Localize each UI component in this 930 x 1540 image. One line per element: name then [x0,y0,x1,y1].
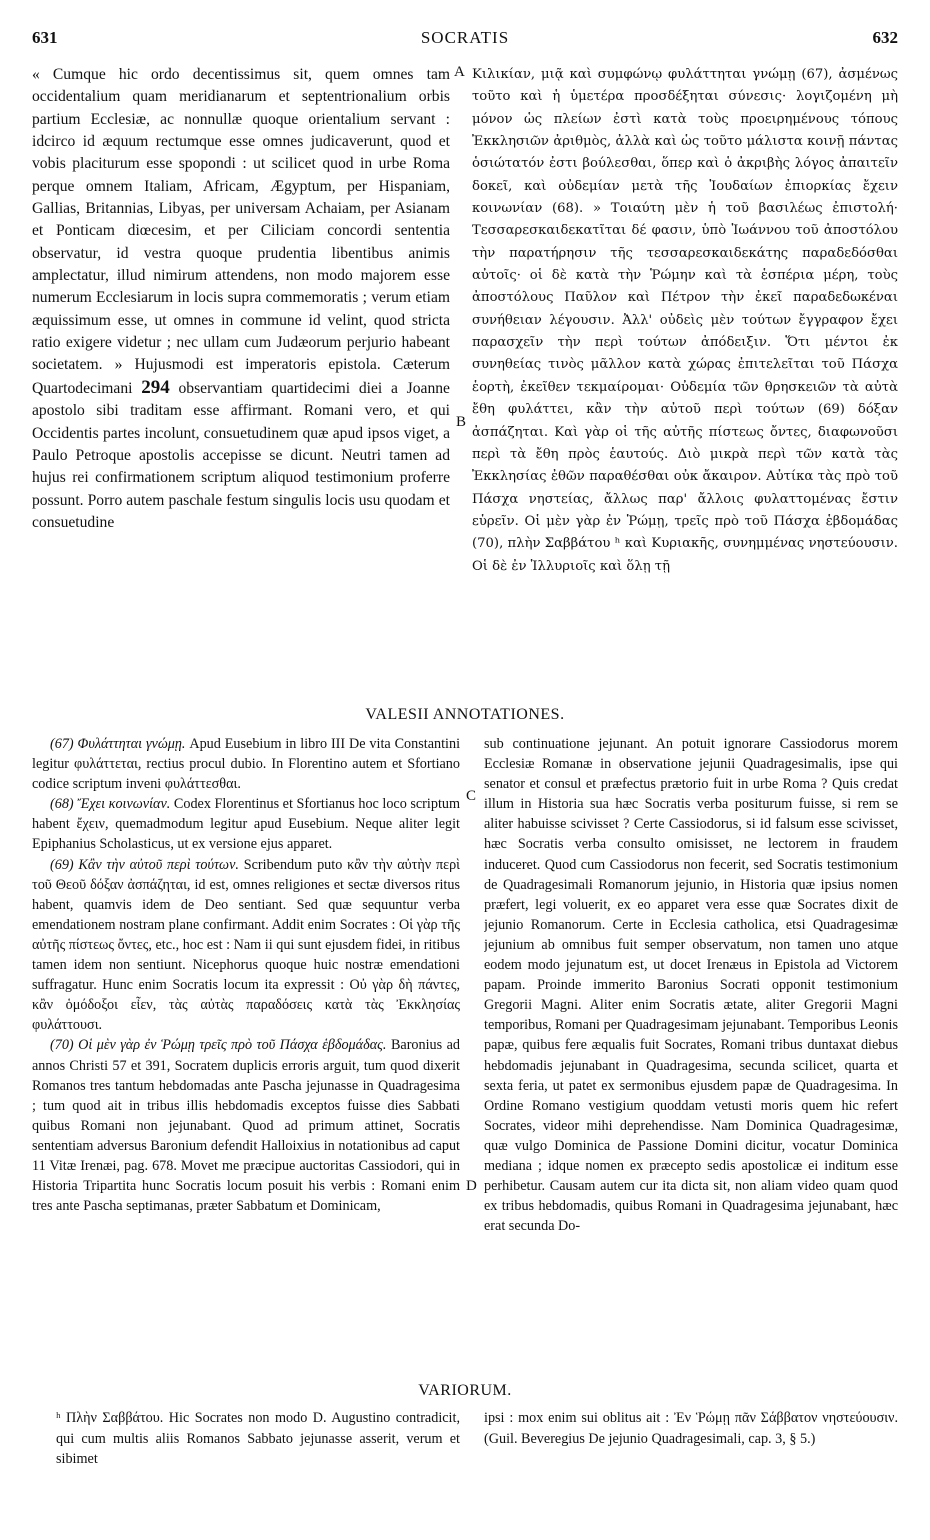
annotation-continued-text: sub continuatione jejunant. An potuit ignorare Cassiodorus morem Ecclesiæ Romanæ in observatione jejunii Quadragesimalis, ipse qui senator et consul et præfectus prætorio fuit in urbe Roma ? Quis credat illum in Historia sua hæc Socratis verba positurum fuisse, si rem se aliter habuisse scivisset ? Certe Cassiodorus, si id falsum esse scivisset, hæc Socratis verba consulto omisisset, ne lectorem in fraudem induceret. Quod cum Cassiodorus non fecerit, sed Socratis testimonium de Quadragesimali Romanorum jejunio, in Historia quæ ipsius nomen præfert, legi voluerit, ex eo apparet vera esse quæ Socrates dixit de jejunio Romanorum. Certe in Ecclesia catholica, etsi Quadragesimæ jejunium ab omnibus fuit semper observatum, non tamen uno atque eodem modo jejunatum est, ut docet Irenæus in Epistola ad Victorem papam. Proinde immerito Baronius Socrati opponit testimonium Gregorii Magni. Aliter enim Socratis ætate, aliter Gregorii Magni temporibus, Romani per Quadragesimam jejunabant. Temporibus Leonis papæ, quibus fere æqualis fuit Socrates, Romani tribus duntaxat diebus hebdomadis jejunabant in Quadragesima, secunda scilicet, quarta et sexta feria, ut patet ex sermonibus ejusdem papæ de Quadragesima. In Ordine Romano vestigium quoddam vetusti moris quem hic refert Socrates, videor mihi deprehendisse. Nam Dominica Quadragesimæ, quæ vulgo Dominica de Passione Domini dicitur, vocatur Dominica mediana ; idque nomen ex præcepto sedis apostolicæ ei inditum esse perhibetur. Causam autem cur ita dicta sit, non aliam video quam quod ex tribus hebdomadis, quibus Romani in Quadragesima jejunabant, hæc erat secunda Do- [484,736,898,1235]
annotation-note [32,734,460,794]
page-number-right: 632 [872,28,898,47]
annotation-text: Scribendum puto κἂν τὴν αὐτὴν περὶ τοῦ Θεοῦ δόξαν ἀσπάζηται, id est, omnes religiones et sectæ diversos ritus habent, quamvis idem de Deo sentiant. Sed quæ sequuntur verba emendationem nostram plane confirmant. Addit enim Socrates : Οἱ γὰρ τῆς αὐτῆς πίστεως ὄντες, etc., hoc est : Nam ii qui sunt ejusdem fidei, in ritibus tamen idem non sentiunt. Nicephorus quoque huic nostræ emendationi suffragatur. Hunc enim Socratis locum ita expressit : Οὐ γὰρ δὴ πάντες, κἂν ὁμόδοξοι εἶεν, τὰς αὐτὰς παραδόσεις κατὰ τὰς Ἐκκλησίας φυλάττουσι. [32,856,460,1034]
margin-marker-c: C [466,788,477,804]
annotation-note [32,794,460,854]
greek-column [472,64,898,684]
greek-text: Κιλικίαν, μιᾷ καὶ συμφώνῳ φυλάττηται γνώμῃ (67), ἀσμένως τοῦτο καὶ ἡ ὑμετέρα προσδέξηται σύνεσις· λογιζομένη μὴ μόνον ὡς πλείων ἐστὶ κατὰ τοὺς προειρημένους τόπους Ἐκκλησιῶν ἀριθμὸς, ἀλλὰ καὶ ὡς τοῦτο μάλιστα κοινῇ πάντας ὁσιώτατόν ἐστι βούλεσθαι, ὅπερ καὶ ὁ ἀκριβὴς λόγος ἀπαιτεῖν δοκεῖ, καὶ οὐδεμίαν μετὰ τῆς Ἰουδαίων ἐπιορκίας ἔχειν κοινωνίαν (68). » Τοιαύτη μὲν ἡ τοῦ βασιλέως ἐπιστολή· Τεσσαρεσκαιδεκατῖται δέ φασιν, ὑπὸ Ἰωάννου τοῦ ἀποστόλου τὴν παρατήρησιν τῆς τεσσαρεσκαιδεκάτης παραδεδόσθαι αὐτοῖς· οἱ δὲ κατὰ τὴν Ῥώμην καὶ τὰ ἑσπέρια μέρη, τοὺς ἀποστόλους Παῦλον καὶ Πέτρον τὴν ἐκεῖ παραδεδωκέναι συνήθειαν λέγουσιν. Ἀλλ' οὐδεὶς μὲν τούτων ἔγγραφον ἔχει παρασχεῖν τὴν περὶ τούτων ἀπόδειξιν. Ὅτι μέντοι ἐκ συνηθείας τινὸς μᾶλλον κατὰ χώρας ἐπιτελεῖται τοῦ Πάσχα ἑορτὴ, ἐκεῖθεν τεκμαίρομαι· Οὐδεμία τῶν θρησκειῶν τὰ αὐτὰ ἔθη φυλάττει, κἂν τὴν αὐτοῦ περὶ τούτων (69) δόξαν ἀσπάζηται. Καὶ γὰρ οἱ τῆς αὐτῆς πίστεως ὄντες, διαφωνοῦσι περὶ τὰ ἔθη πρὸς ἑαυτούς. Διὸ μικρὰ περὶ τῶν κατὰ τὰς Ἐκκλησίας ἐθῶν παραθέσθαι οὐκ ἄκαιρον. Αὐτίκα τὰς πρὸ τοῦ Πάσχα νηστείας, ἄλλως παρ' ἄλλοις φυλαττομένας ἔστιν εὑρεῖν. Οἱ μὲν γὰρ ἐν Ῥώμῃ, τρεῖς πρὸ τοῦ Πάσχα ἑβδομάδας (70), πλὴν Σαββάτου ʰ καὶ Κυριακῆς, συνημμένας νηστεύουσιν. Οἱ δὲ ἐν Ἰλλυριοῖς καὶ ὅλῃ τῇ [472,67,898,574]
page-header [32,28,898,54]
variorum-left-column [56,1408,460,1478]
annotations-title: VALESII ANNOTATIONES. [365,706,565,723]
annotations-right-column [484,734,898,1374]
page-number-left: 631 [32,28,58,47]
variorum-note-continued: ipsi : mox enim sui oblitus ait : Ἐν Ῥώμῃ πᾶν Σάββατον νηστεύουσιν. (Guil. Beveregius De jejunio Quadragesimali, cap. 3, § 5.) [484,1410,898,1447]
running-title: SOCRATIS [420,28,510,47]
annotation-lead: (69) Κἂν τὴν αὐτοῦ περὶ τούτων. [50,856,239,873]
variorum-right-column [484,1408,898,1478]
variorum-note: ʰ Πλὴν Σαββάτου. Hic Socrates non modo D. Augustino contradicit, qui cum multis aliis Romanos Sabbato jejunasse asserit, verum et sibimet [56,1410,460,1467]
latin-column [32,64,450,684]
page-marker-number: 294 [141,376,170,398]
annotations-left-column [32,734,460,1374]
margin-marker-a: A [454,64,465,80]
annotation-text: Codex Florentinus et Sfortianus hoc loco scriptum habent ἔχειν, quemadmodum legitur apud Eusebium. Neque aliter legit Epiphanius Scholasticus, ut ex versione ejus apparet. [32,796,460,853]
annotation-note [32,855,460,1036]
variorum-title: VARIORUM. [418,1382,512,1399]
latin-text: « Cumque hic ordo decentissimus sit, quem omnes tam occidentalium quam meridianarum et septentrionalium orbis partium Ecclesiæ, ac nonnullæ quoque orientalium servant : idcirco id æquum rectumque esse omnes judicaverunt, quod et vobis placiturum esse spopondi : ut scilicet quod in urbe Roma perque omnem Italiam, Africam, Ægyptum, per Hispaniam, Gallias, Britannias, Libyas, per universam Achaiam, per Asianam et Ponticam diœcesim, et per Ciliciam concordi sententia observatur, id vestra quoque prudentia libentibus animis amplectatur, illud nimirum attendens, non modo majorem esse numerum Ecclesiarum in locis supra commemoratis ; verum etiam æquissimum esse, ut omnes in commune id velint, quod stricta ratio exigere videtur ; nec ullam cum Judæorum perjurio habeant societatem. » Hujusmodi est imperatoris epistola. Cæterum Quartodecimani [32,66,450,397]
annotation-text: Baronius ad annos Christi 57 et 391, Socratem duplicis erroris arguit, tum quod dixerit Romanos tres tantum hebdomadas ante Pascha jejunasse in Quadragesima ; tum quod ait in tribus illis hebdomadis exceptos fuisse dies Sabbati quibus Romani non jejunabant. Quod ad primum attinet, Socratis sententiam adversus Baronium defendit Halloixius in notationibus ad caput 11 Vitæ Irenæi, pag. 678. Movet me præcipue auctoritas Cassiodori, qui in Historia Tripartita hunc Socratis locum posuit his verbis : Romani enim tres ante Pascha septimanas, præter Sabbatum et Dominicam, [32,1037,460,1215]
annotation-lead: (67) Φυλάττηται γνώμῃ. [50,736,186,752]
margin-marker-b: B [456,414,467,430]
annotation-note [32,1035,460,1216]
annotation-lead: (70) Οἱ μὲν γὰρ ἐν Ῥώμῃ τρεῖς πρὸ τοῦ Πάσχα ἑβδομάδας. [50,1037,387,1054]
annotation-lead: (68) Ἔχει κοινωνίαν. [50,796,171,813]
annotation-text: Apud Eusebium in libro III De vita Constantini legitur φυλάττεται, rectius procul dubio. In Florentino autem et Sfortiano codice scriptum inveni φυλάττεσθαι. [32,736,460,793]
margin-marker-d: D [466,1178,477,1194]
latin-text-continued: observantiam quartidecimi diei a Joanne apostolo sibi traditam esse affirmant. Romani vero, et qui Occidentis partes incolunt, consuetudinem quæ apud ipsos viget, a Paulo Petroque apostolis accepisse se dicunt. Neutri tamen ad hujus rei confirmationem scriptum aliquod testimonium proferre possunt. Porro autem paschale festum singulis locis usu quodam et consuetudine [32,379,450,531]
